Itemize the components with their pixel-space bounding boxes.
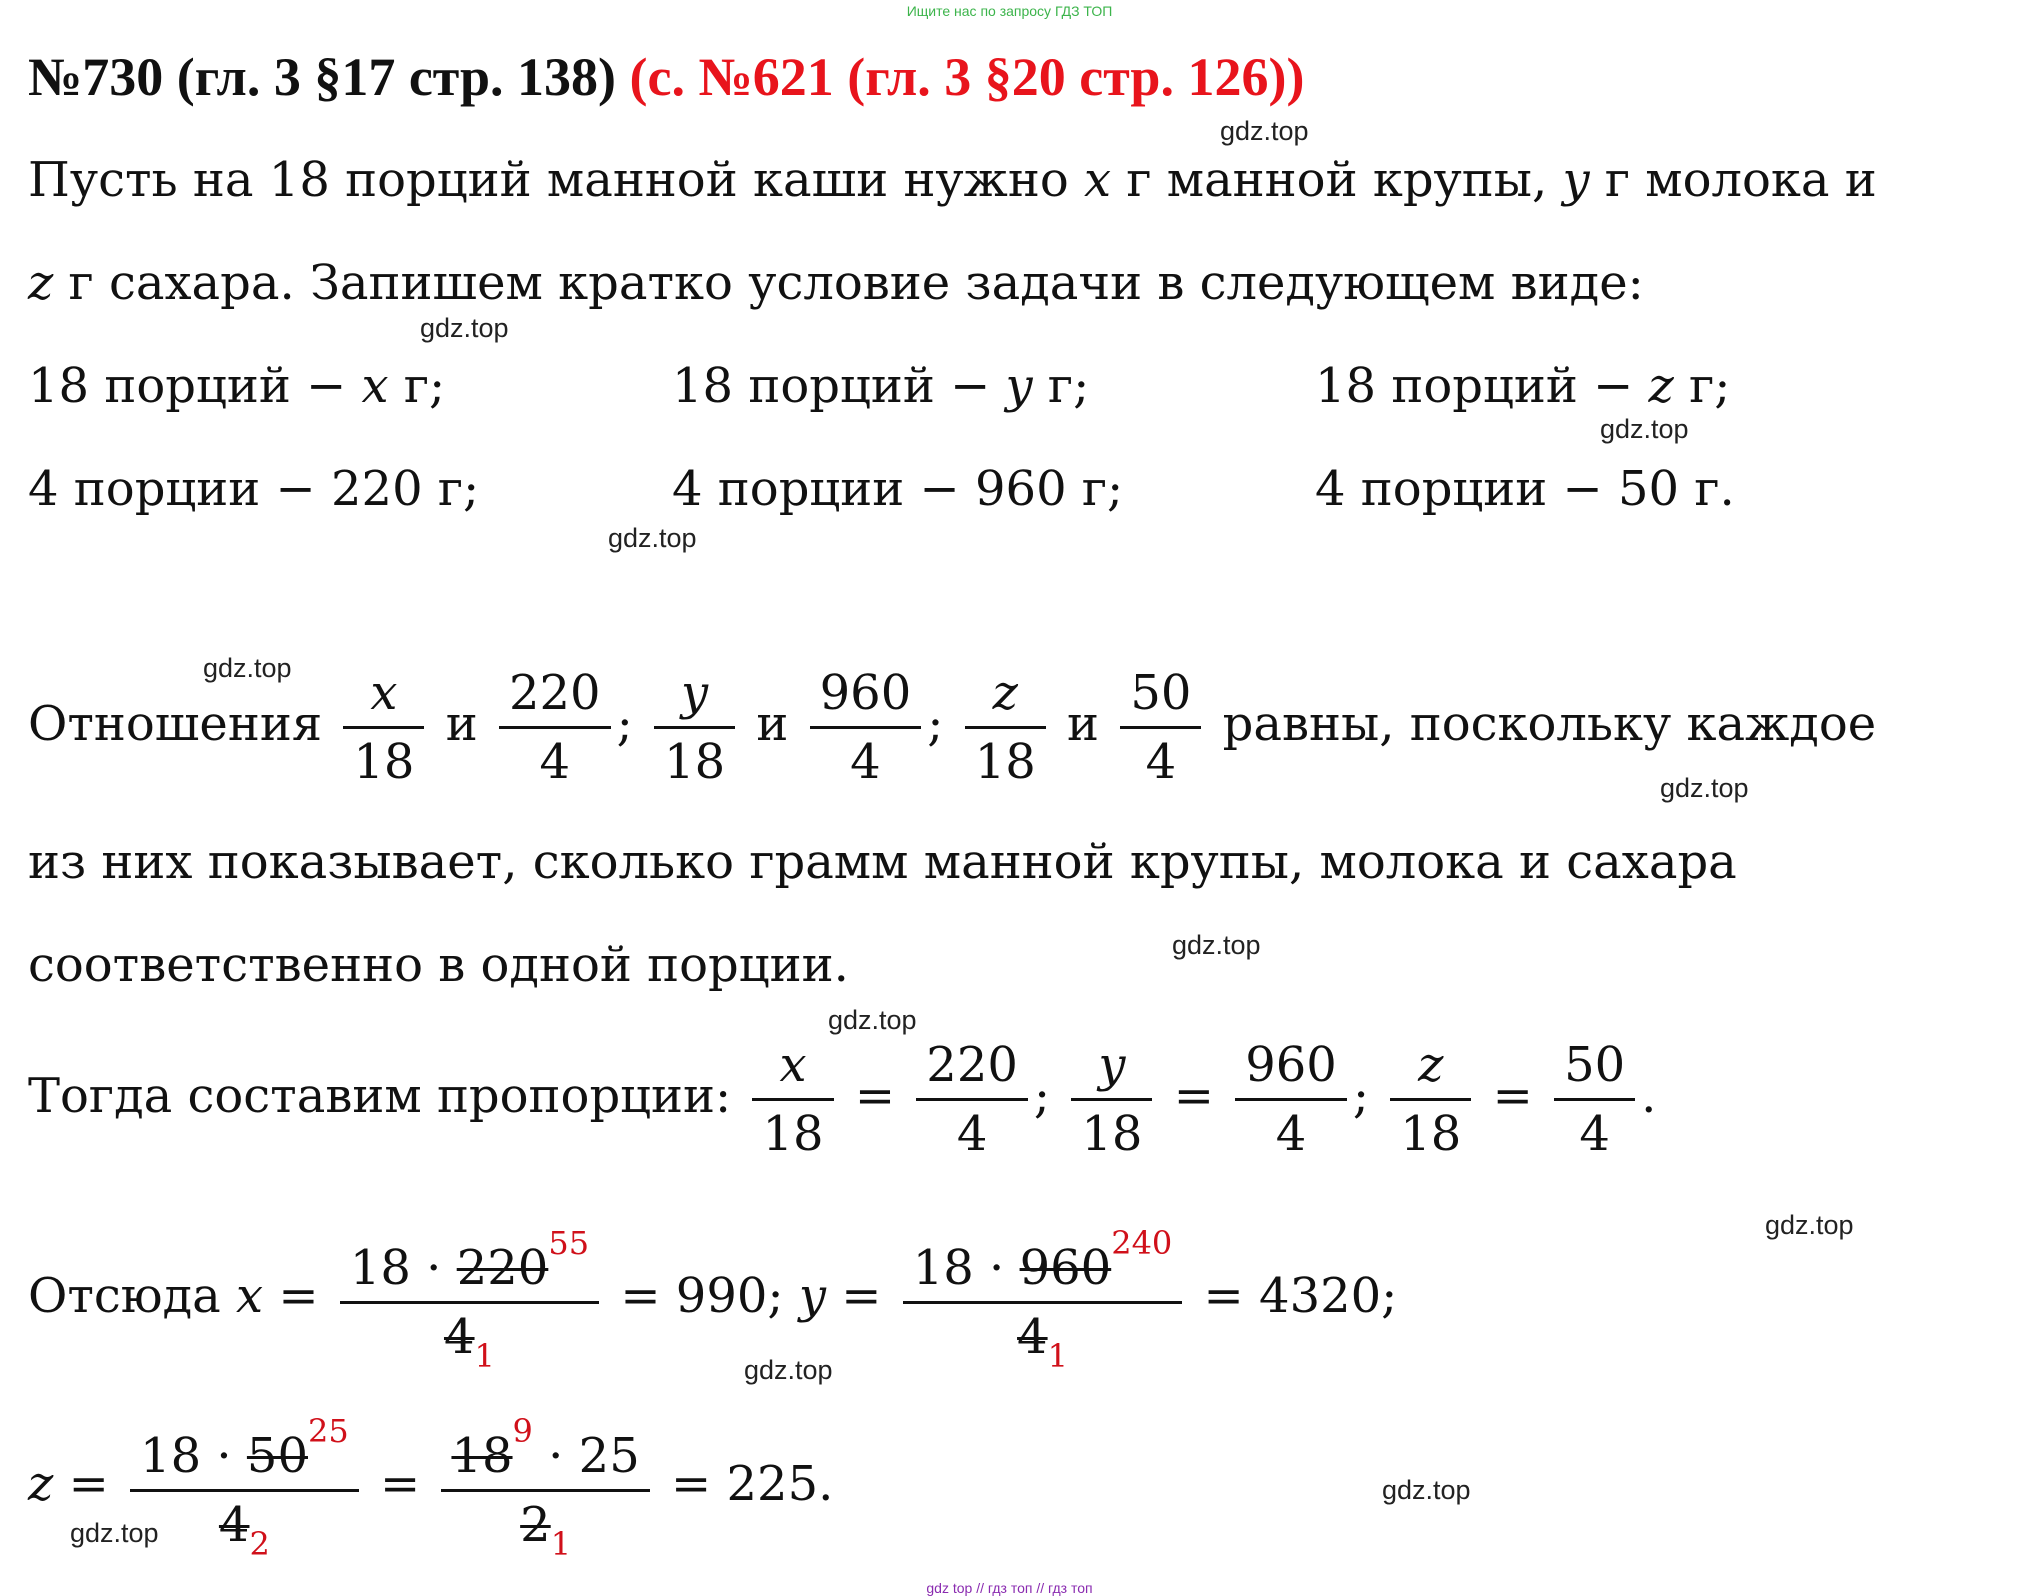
ratios-line: Отношения $\frac{x}{18}$ и $\frac{220}{4}$ ; $\frac{y}{18}$ и $\frac{960}{4}$ ; $\frac{z}{18}$ и $\frac{50}{4}$ равны, поскольку каждое [28, 660, 1876, 795]
var-x: x [1083, 152, 1112, 208]
solution-z-fraction-2: $\frac{18^9 \cdot 25}{2_1}$ [441, 1398, 649, 1577]
watermark: gdz.top [1172, 930, 1261, 960]
ratios-line-2: из них показывает, сколько грамм манной крупы, молока и сахара [28, 834, 1737, 890]
condition-col3-row1: 18 порций − z г; [1315, 358, 1731, 414]
top-banner: Ищите нас по запросу ГДЗ ТОП [906, 3, 1113, 19]
condition-col1-row2: 4 порции − 220 г; [28, 461, 480, 517]
intro-line-1: Пусть на 18 порций манной каши нужно x г манной крупы, y г молока и [28, 152, 1877, 208]
proportions-line: Тогда составим пропорции: $\frac{x}{18}$ = $\frac{220}{4}$ ; $\frac{y}{18}$ = $\frac{960}{4}$ ; $\frac{z}{18}$ = $\frac{50}{4}$ . [28, 1032, 1656, 1167]
condition-col1-row1: 18 порций − x г; [28, 358, 446, 414]
prop-fraction-y-18: $\frac{y}{18}$ [1071, 1032, 1152, 1167]
solution-z-line: z = $\frac{18 \cdot 50^{25}}{4_2}$ = $\frac{18^9 \cdot 25}{2_1}$ = 225. [28, 1398, 833, 1577]
fraction-220-4: $\frac{220}{4}$ [499, 660, 611, 795]
title-alt: (с. №621 (гл. 3 §20 стр. 126)) [629, 47, 1305, 107]
condition-col3-row2: 4 порции − 50 г. [1315, 461, 1735, 517]
solution-y-fraction: $\frac{18 \cdot 960^{240}}{4_1}$ [903, 1210, 1183, 1389]
footer: gdz top // гдз топ // гдз топ [926, 1580, 1093, 1596]
prop-fraction-960-4: $\frac{960}{4}$ [1235, 1032, 1347, 1167]
solution-z-fraction-1: $\frac{18 \cdot 50^{25}}{4_2}$ [130, 1398, 359, 1577]
prop-fraction-50-4: $\frac{50}{4}$ [1554, 1032, 1635, 1167]
fraction-x-18: $\frac{x}{18}$ [343, 660, 424, 795]
var-y: y [1562, 152, 1590, 208]
fraction-50-4: $\frac{50}{4}$ [1120, 660, 1201, 795]
watermark: gdz.top [1382, 1475, 1471, 1505]
watermark: gdz.top [608, 523, 697, 553]
watermark: gdz.top [1220, 116, 1309, 146]
watermark: gdz.top [1765, 1210, 1854, 1240]
watermark: gdz.top [744, 1355, 833, 1385]
page-title [28, 42, 1304, 112]
fraction-960-4: $\frac{960}{4}$ [810, 660, 922, 795]
watermark: gdz.top [420, 313, 509, 343]
watermark: gdz.top [203, 653, 292, 683]
var-z: z [28, 255, 54, 311]
title-main: №730 (гл. 3 §17 стр. 138) [28, 47, 616, 107]
fraction-z-18: $\frac{z}{18}$ [965, 660, 1046, 795]
solution-x-fraction: $\frac{18 \cdot 220^{55}}{4_1}$ [340, 1210, 599, 1389]
watermark: gdz.top [828, 1005, 917, 1035]
ratios-line-3: соответственно в одной порции. [28, 937, 849, 993]
fraction-y-18: $\frac{y}{18}$ [654, 660, 735, 795]
watermark: gdz.top [1660, 773, 1749, 803]
watermark: gdz.top [70, 1518, 159, 1548]
condition-col2-row1: 18 порций − y г; [672, 358, 1090, 414]
solution-xy-line: Отсюда x = $\frac{18 \cdot 220^{55}}{4_1}$ = 990; y = $\frac{18 \cdot 960^{240}}{4_1}$ = 4320; [28, 1210, 1397, 1389]
watermark: gdz.top [1600, 414, 1689, 444]
condition-col2-row2: 4 порции − 960 г; [672, 461, 1124, 517]
prop-fraction-z-18: $\frac{z}{18}$ [1390, 1032, 1471, 1167]
intro-line-2: z г сахара. Запишем кратко условие задачи в следующем виде: [28, 255, 1644, 311]
prop-fraction-x-18: $\frac{x}{18}$ [752, 1032, 833, 1167]
prop-fraction-220-4: $\frac{220}{4}$ [916, 1032, 1028, 1167]
